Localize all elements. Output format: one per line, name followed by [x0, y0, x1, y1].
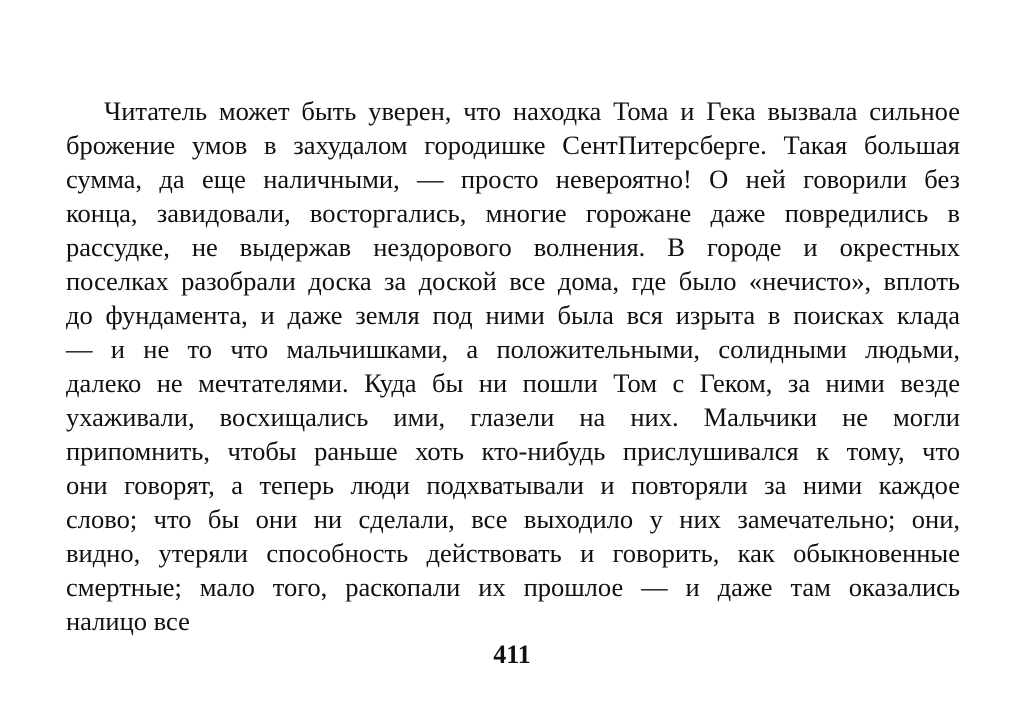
text-line: поселках разобрали доска за доской все дома, где было «нечисто», вплоть — [66, 266, 960, 296]
text-line: они говорят, а теперь люди подхватывали и повторяли за ними каждое — [66, 470, 960, 500]
text-line: ухаживали, восхищались ими, глазели на них. Мальчики не могли — [66, 402, 960, 432]
text-line: далеко не мечтателями. Куда бы ни пошли Том с Геком, за ними везде — [66, 368, 960, 398]
text-line: слово; что бы они ни сделали, все выходило у них замечательно; они, — [66, 504, 960, 534]
page-number: 411 — [493, 640, 531, 669]
text-line: брожение умов в захудалом городишке СентПитерсберге. Такая большая — [66, 130, 960, 160]
text-line: — и не то что мальчишками, а положительными, солидными людьми, — [66, 334, 960, 364]
text-line: налицо все — [66, 606, 190, 636]
text-line: рассудке, не выдержав нездорового волнения. В городе и окрестных — [66, 232, 960, 262]
text-line: сумма, да еще наличными, — просто невероятно! О ней говорили без — [66, 164, 960, 194]
text-line: конца, завидовали, восторгались, многие горожане даже повредились в — [66, 198, 960, 228]
text-line: смертные; мало того, раскопали их прошлое — и даже там оказались — [66, 572, 960, 602]
text-line: Читатель может быть уверен, что находка Тома и Гека вызвала сильное — [104, 96, 960, 126]
text-line: видно, утеряли способность действовать и говорить, как обыкновенные — [66, 538, 960, 568]
text-line: до фундамента, и даже земля под ними была вся изрыта в поисках клада — [66, 300, 960, 330]
body-text — [66, 94, 960, 638]
text-line: припомнить, чтобы раньше хоть кто-нибудь прислушивался к тому, что — [66, 436, 960, 466]
